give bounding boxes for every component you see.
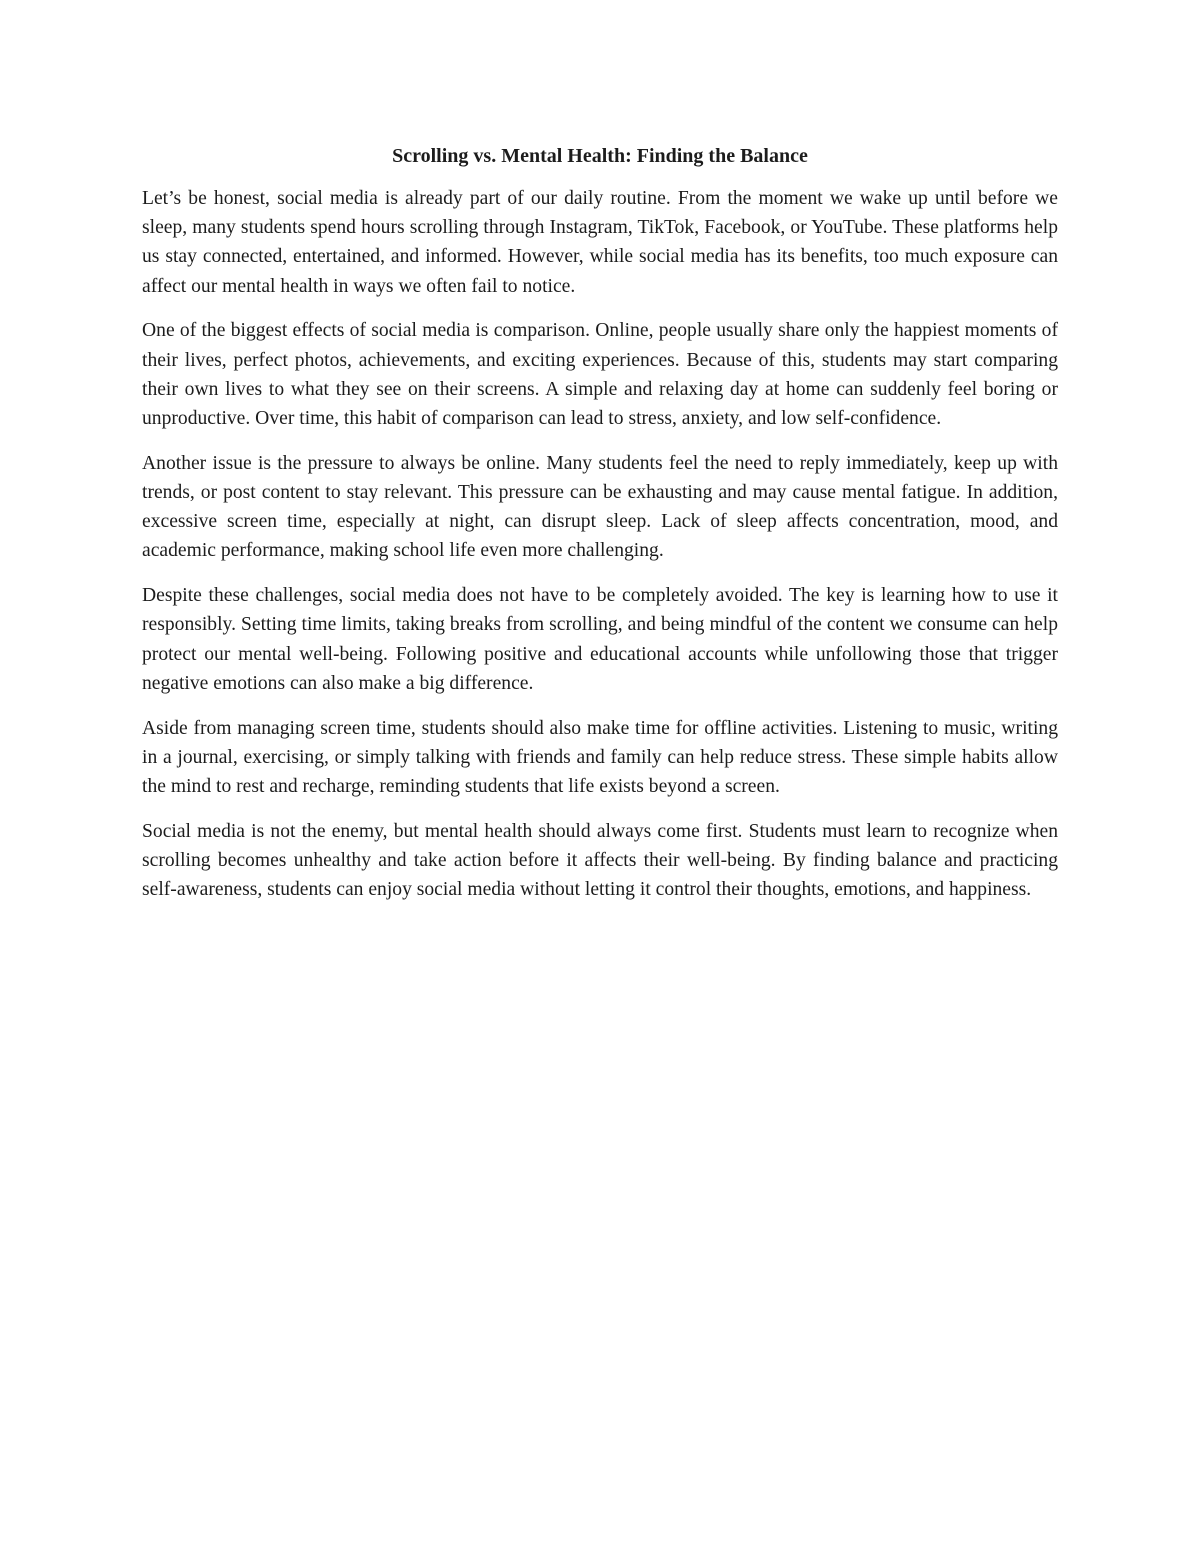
paragraph-comparison: One of the biggest effects of social media is comparison. Online, people usually share only the happiest moments of their lives, perfect photos, achievements, and exciting experiences. Because of this, students may start comparing their own lives to what they see on their screens. A simple and relaxing day at home can suddenly feel boring or unproductive. Over time, this habit of comparison can lead to stress, anxiety, and low self-confidence. bbox=[142, 320, 1058, 430]
paragraph-pressure: Another issue is the pressure to always be online. Many students feel the need to reply immediately, keep up with trends, or post content to stay relevant. This pressure can be exhausting and may cause mental fatigue. In addition, excessive screen time, especially at night, can disrupt sleep. Lack of sleep affects concentration, mood, and academic performance, making school life even more challenging. bbox=[142, 452, 1058, 562]
paragraph-offline-activities: Aside from managing screen time, students should also make time for offline activities. Listening to music, writing in a journal, exercising, or simply talking with friends and family can help reduce stress. These simple habits allow the mind to rest and recharge, reminding students that life exists beyond a screen. bbox=[142, 717, 1058, 798]
paragraph-responsible-use: Despite these challenges, social media does not have to be completely avoided. The key is learning how to use it responsibly. Setting time limits, taking breaks from scrolling, and being mindful of the content we consume can help protect our mental well-being. Following positive and educational accounts while unfollowing those that trigger negative emotions can also make a big difference. bbox=[142, 585, 1058, 694]
document-title: Scrolling vs. Mental Health: Finding the Balance bbox=[392, 145, 808, 167]
paragraph-conclusion: Social media is not the enemy, but mental health should always come first. Students must learn to recognize when scrolling becomes unhealthy and take action before it affects their well-being. By finding balance and practicing self-awareness, students can enjoy social media without letting it control their thoughts, emotions, and happiness. bbox=[142, 820, 1058, 901]
paragraph-intro: Let’s be honest, social media is already part of our daily routine. From the moment we wake up until before we sleep, many students spend hours scrolling through Instagram, TikTok, Facebook, or YouTube. These platforms help us stay connected, entertained, and informed. However, while social media has its benefits, too much exposure can affect our mental health in ways we often fail to notice. bbox=[142, 188, 1058, 297]
document-page bbox=[142, 140, 1058, 920]
